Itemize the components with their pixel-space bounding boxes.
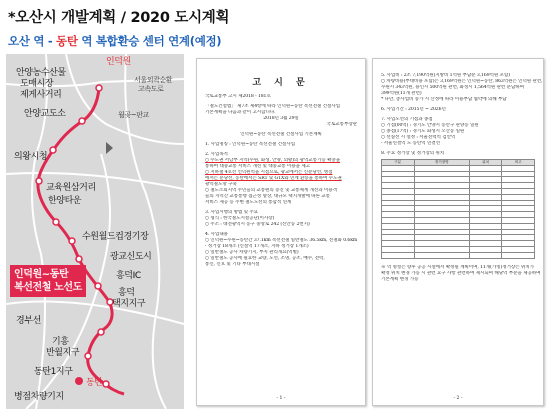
station-marker xyxy=(96,85,102,91)
map-road xyxy=(32,54,47,409)
table-cell xyxy=(502,252,535,258)
station-marker xyxy=(53,219,59,225)
table-header-cell: 비고 xyxy=(502,160,535,166)
table-row xyxy=(382,252,535,258)
route-badge xyxy=(10,265,86,297)
doc-line: ○ 지하철 4호선 인덕원역을 시점으로, 광교에서는 신분당선, 병점 xyxy=(205,170,333,175)
map-arrow-icon xyxy=(106,142,113,154)
notice-document-page2 xyxy=(372,58,544,406)
station-marker xyxy=(69,238,75,244)
doc-line: 광역철도망 구축 xyxy=(205,182,237,187)
label-dongtan1: 동탄1지구 xyxy=(34,367,73,377)
table-cell xyxy=(414,252,469,258)
label-anyang-gyodo: 안양교도소 xyxy=(24,109,66,119)
doc-line: 통하여 대중교통 서비스 개선 및 대중교통 이용을 제고 xyxy=(205,164,310,169)
doc-line: 6. 사업기간 : 2015년 ~ 2026년 xyxy=(381,107,446,112)
label-giheung-1: 기흥 xyxy=(52,337,69,347)
station-marker xyxy=(85,353,91,359)
doc-line: 2. 사업목적 xyxy=(205,152,228,157)
page-number: - 1 - xyxy=(276,396,286,401)
doc-line: 국토교통부 고시 제2018 - 181호 xyxy=(205,94,271,99)
label-hanyang: 한양타운 xyxy=(48,196,82,206)
depot-marker xyxy=(75,377,83,385)
subtitle-suffix: 역 복합환승 센터 연계(예정) xyxy=(77,34,222,48)
page-subtitle xyxy=(8,33,221,49)
label-heungdeok-2: 택지지구 xyxy=(112,299,146,309)
label-dongtan: 동탄 xyxy=(86,378,103,388)
station-marker xyxy=(76,256,82,262)
doc-line: ○ 일반철도 공사에 필요한 교량, 노선, 조명, 공조, 배수, 전력, xyxy=(205,256,325,261)
table-header-cell: 정거장명 xyxy=(414,160,469,166)
doc-line: 확정 위치 변경 가능 시 관련 요구 사항 관련하여 제시되며 해당역 부분을 제공하며 xyxy=(381,270,541,276)
label-heungdeok-ic: 흥덕IC xyxy=(116,271,141,281)
doc-line: ○ 종점(17역) : 경기도 화성시 오산동 일원 xyxy=(381,129,465,134)
doc-line: ※ 역 명칭은 향후 공공 시설에서 확정될 계획이며, 11개(가칭)정거장은 위치가 xyxy=(381,264,534,270)
route-map xyxy=(6,54,184,409)
station-table xyxy=(381,159,535,259)
station-marker xyxy=(50,147,56,153)
label-seoul-loop-1: 서울외곽순환 xyxy=(134,76,173,84)
route-badge-line: 복선전철 노선도 xyxy=(14,282,82,293)
page-number: - 2 - xyxy=(453,396,463,401)
doc-line: 5. 사업비 : 2조 7,190억원(지방비 1억원 부담분 3,169억원 포함) xyxy=(381,73,510,78)
doc-line: ○ 형식 : 한국철도시설공단(이사장) xyxy=(205,216,275,221)
station-marker xyxy=(79,118,85,124)
route-badge-line: 인덕원~동탄 xyxy=(14,269,69,280)
page-title: *오산시 개발계획 / 2020 도시계획 xyxy=(8,10,230,26)
table-header-cell: 위치 xyxy=(469,160,502,166)
label-seoul-loop-2: 고속도로 xyxy=(138,85,164,93)
doc-line: 4. 사업내용 xyxy=(205,232,228,237)
label-heungdeok-1: 흥덕 xyxy=(118,288,135,298)
doc-line: - 서울연결역 도 동탄역 연결선 xyxy=(381,141,440,146)
doc-line: 기본계획을 다음과 같이 고시합니다. xyxy=(205,110,276,115)
doc-line: 기본계획 변경 가능 xyxy=(381,276,419,282)
label-wolgot: 월곶~판교 xyxy=(118,111,149,119)
doc-line: 서비스 제공 등 주변 철도노선의 통합적 연계 xyxy=(205,200,292,205)
notice-heading: 고 시 문 xyxy=(252,78,310,88)
notice-document-page1 xyxy=(196,58,366,406)
doc-line: ○ 선실선 시 설정 : 서울전력역 검안역 xyxy=(381,135,456,140)
doc-line: 7. 사업노선의 기점과 종점 xyxy=(381,117,433,122)
doc-line: ○ 철도소외지역 주민들의 교통편의 증진 및 교통체계 개선과 이용객 xyxy=(205,188,337,193)
doc-line: 들의 지역간 교통통행 접근성 향상, 대규모 택지개발에 따른 교통 xyxy=(205,194,331,199)
doc-line: ○ 기점(00역) : 경기도 안양시 동안구 관양동 일원 xyxy=(381,123,479,128)
doc-line: 통신, 신호 및 기타 부대시설 xyxy=(205,262,260,267)
label-jegi: 제게사거리 xyxy=(20,90,62,100)
doc-line: 수원시 343억원, 용인시 500억원 관련, 화성시 1,564억원 관련 분담하며 xyxy=(381,85,524,90)
doc-line: ○ 차량비용(부대비용 포함)은 3,169억원은 인덕원~동탄, 863억원은 인덕원 관련, xyxy=(381,79,543,84)
doc-line: 국토교통부장관 xyxy=(326,122,357,127)
label-depot: 병점차량기지 xyxy=(14,392,64,402)
doc-line: ○ 주소 : 대전광역시 동구 중앙로 242 (신안동 2번지) xyxy=(205,222,310,227)
doc-line: 2018년 3월 29일 xyxy=(263,116,299,121)
doc-line: - 정거장 18개소 (신설역 17개소, 지하 정거장 1개소) xyxy=(205,244,309,249)
station-marker xyxy=(98,329,104,335)
label-gyeongbu: 경부선 xyxy=(16,316,41,326)
doc-line: 1. 사업명칭 : 인덕원~동탄 복선전철 건설사업 xyxy=(205,142,295,147)
label-inderwon: 인덕원 xyxy=(106,57,131,67)
label-gwanggyo: 광교신도시 xyxy=(110,252,152,262)
table-cell xyxy=(469,252,502,258)
subtitle-highlight: 동탄 xyxy=(56,34,78,48)
station-marker xyxy=(103,381,109,387)
doc-line: 399억원(11개 관련) xyxy=(381,91,422,96)
label-gyowon: 교육원삼거리 xyxy=(46,183,96,193)
doc-line: ○ 수도권 서남부 지역(수원, 화성, 안양, 의왕)의 광역교통기능 확충을 xyxy=(205,158,341,163)
station-marker xyxy=(36,178,42,184)
label-uiwang: 의왕시청 xyxy=(14,152,48,162)
station-marker xyxy=(95,283,101,289)
doc-line: * 다만, 총사업비 증가 시 산정에 따라 이용부담 협약에 의해 부담 xyxy=(381,97,507,102)
doc-line: 8. 주요 정거장 및 정거장의 위치 xyxy=(381,151,445,156)
doc-line: ○ 일반철도 공사 차량기지, 부지 관리개요(역별) xyxy=(205,250,299,255)
doc-line: 인덕원~동탄 복선전철 건설사업 기본계획 xyxy=(240,132,322,137)
doc-line: 「철도건설법」 제7조 제4항에 따라 인덕원~동탄 복선전철 건설사업 xyxy=(205,104,340,109)
table-cell xyxy=(382,252,415,258)
doc-line: 3. 사업시행의 방법 및 주요 xyxy=(205,210,259,215)
label-suwon-cup: 수원월드컵경기장 xyxy=(82,232,149,242)
doc-line: 에서는 분당선, 동탄에서는 SRT 및 GTX와 연계 환승을 통하여 수도권 xyxy=(205,176,342,181)
label-wholesale: 도매시장 xyxy=(20,79,54,89)
doc-line: ○ 인덕원~수원~동탄간 37.1km 복선전철 일반철도 36.5km, 전철화 0.6km xyxy=(205,238,358,243)
table-header-cell: 구분 xyxy=(382,160,415,166)
label-giheung-2: 반월지구 xyxy=(46,348,80,358)
subtitle-prefix: 오산 역 - xyxy=(8,34,57,48)
label-anyang-market: 안양농수산물 xyxy=(16,68,66,78)
